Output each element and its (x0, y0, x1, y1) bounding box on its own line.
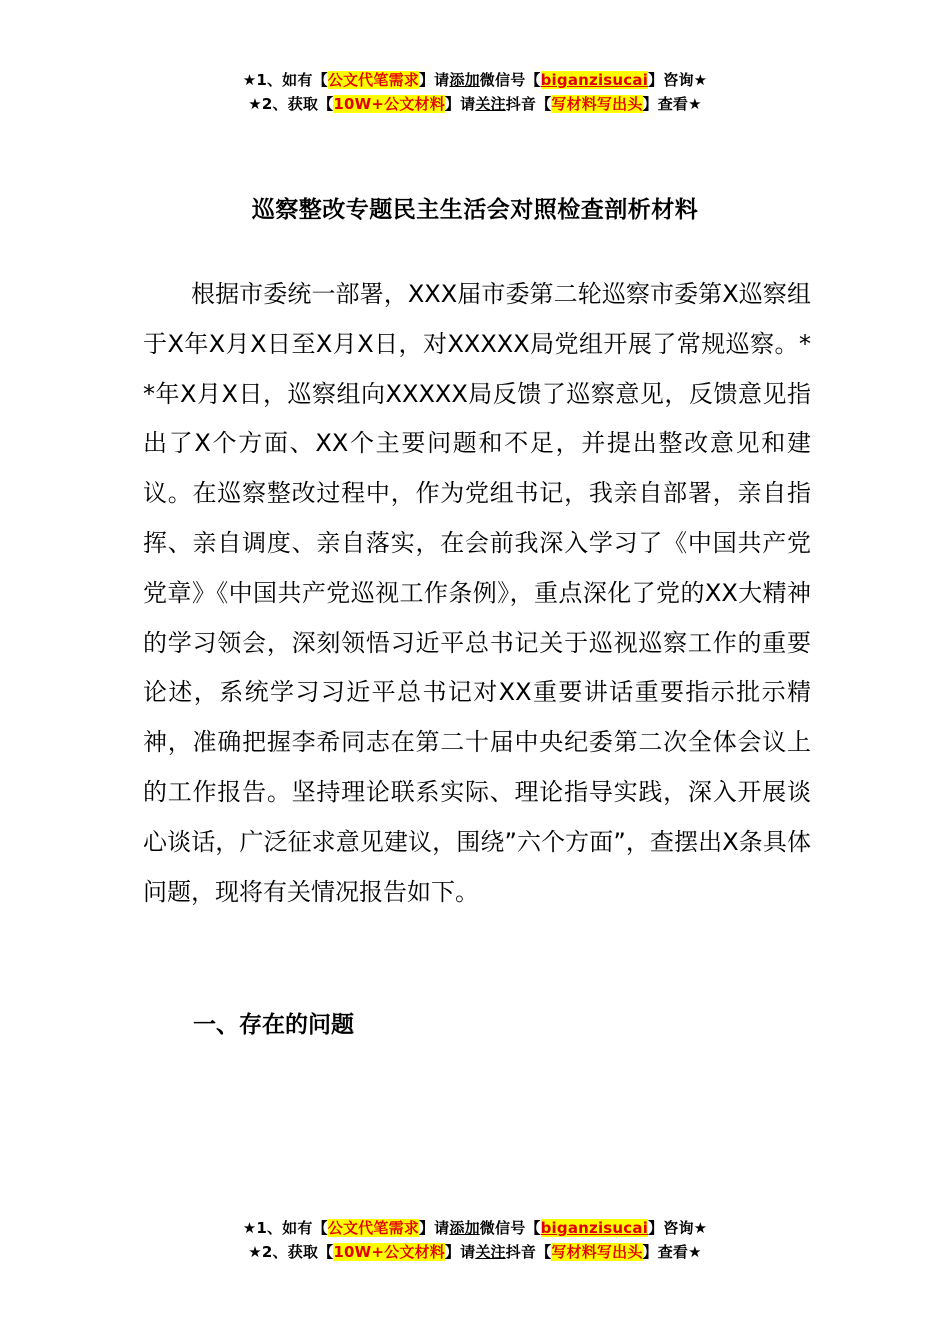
banner-line-1: ★1、如有【公文代笔需求】请添加微信号【biganzisucai】咨询★ (242, 71, 708, 89)
highlight-douyin: 写材料写出头 (551, 1243, 643, 1261)
banner-line-1: ★1、如有【公文代笔需求】请添加微信号【biganzisucai】咨询★ (242, 1219, 708, 1237)
highlight-service: 公文代笔需求 (327, 1219, 419, 1237)
section-heading: 一、存在的问题 (193, 1012, 354, 1038)
highlight-materials: 10W+公文材料 (333, 95, 445, 113)
banner-line-2: ★2、获取【10W+公文材料】请关注抖音【写材料写出头】查看★ (248, 1243, 702, 1261)
wechat-id-link[interactable]: biganzisucai (540, 71, 649, 89)
body-paragraph: 根据市委统一部署，XXX届市委第二轮巡察市委第X巡察组于X年X月X日至X月X日，对XXXXX局党组开展了常规巡察。**年X月X日，巡察组向XXXXX局反馈了巡察意见，反馈意见指出了X个方面、XX个主要问题和不足，并提出整改意见和建议。在巡察整改过程中，作为党组书记，我亲自部署，亲自指挥、亲自调度、亲自落实，在会前我深入学习了《中国共产党党章》《中国共产党巡视工作条例》，重点深化了党的XX大精神的学习领会，深刻领悟习近平总书记关于巡视巡察工作的重要论述，系统学习习近平总书记对XX重要讲话重要指示批示精神，准确把握李希同志在第二十届中央纪委第二次全体会议上的工作报告。坚持理论联系实际、理论指导实践，深入开展谈心谈话，广泛征求意见建议，围绕”六个方面”，查摆出X条具体问题，现将有关情况报告如下。 (143, 280, 811, 906)
document-title: 巡察整改专题民主生活会对照检查剖析材料 (251, 197, 699, 223)
banner-line-2: ★2、获取【10W+公文材料】请关注抖音【写材料写出头】查看★ (248, 95, 702, 113)
highlight-douyin: 写材料写出头 (551, 95, 643, 113)
highlight-service: 公文代笔需求 (327, 71, 419, 89)
header-banner (0, 68, 950, 116)
footer-banner (0, 1216, 950, 1264)
wechat-id-link[interactable]: biganzisucai (540, 1219, 649, 1237)
highlight-materials: 10W+公文材料 (333, 1243, 445, 1261)
